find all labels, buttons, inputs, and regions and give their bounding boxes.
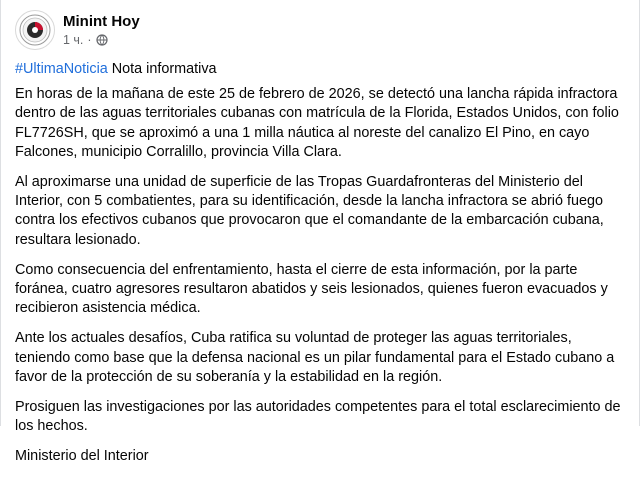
post-paragraph: Al aproximarse una unidad de superficie de las Tropas Guardafronteras del Ministerio del Interior, con 5 combatientes, para su identificación, desde la lancha infractora se abrió fuego contra los efectivos cubanos que provocaron que el comandante de la embarcación cubana, resultara lesionado. <box>15 174 604 248</box>
post-header <box>15 10 615 54</box>
globe-icon[interactable] <box>96 34 108 46</box>
post-paragraph: Como consecuencia del enfrentamiento, hasta el cierre de esta información, por la parte foránea, cuatro agresores resultaron abatidos y seis lesionados, quienes fueron evacuados y recibieron asistencia médica. <box>15 261 608 317</box>
post-signature: Ministerio del Interior <box>15 448 149 465</box>
page-name[interactable]: Minint Hoy <box>63 13 140 30</box>
hashtag-link[interactable]: #UltimaNoticia <box>15 61 108 77</box>
avatar[interactable] <box>15 10 55 50</box>
post-time[interactable]: 1 ч. <box>63 33 84 47</box>
post-paragraph: Prosiguen las investigaciones por las autoridades competentes para el total esclarecimiento de los hechos. <box>15 399 621 435</box>
post-meta <box>63 32 108 48</box>
meta-separator: · <box>87 33 92 47</box>
post-heading: Nota informativa <box>107 61 217 77</box>
post-paragraph: En horas de la mañana de este 25 de febrero de 2026, se detectó una lancha rápida infractora dentro de las aguas territoriales cubanas con matrícula de la Florida, Estados Unidos, con folio FL7726SH, que se aproximó a una 1 milla náutica al noreste del canalizo El Pino, en cayo Falcones, municipio Corralillo, provincia Villa Clara. <box>15 86 619 160</box>
post-body <box>15 60 627 478</box>
post-headline <box>15 60 627 79</box>
minint-logo-icon <box>19 14 51 46</box>
post-paragraph: Ante los actuales desafíos, Cuba ratifica su voluntad de proteger las aguas territoriales, teniendo como base que la defensa nacional es un pilar fundamental para el Estado cubano a favor de la protección de su soberanía y la estabilidad en la región. <box>15 330 615 385</box>
